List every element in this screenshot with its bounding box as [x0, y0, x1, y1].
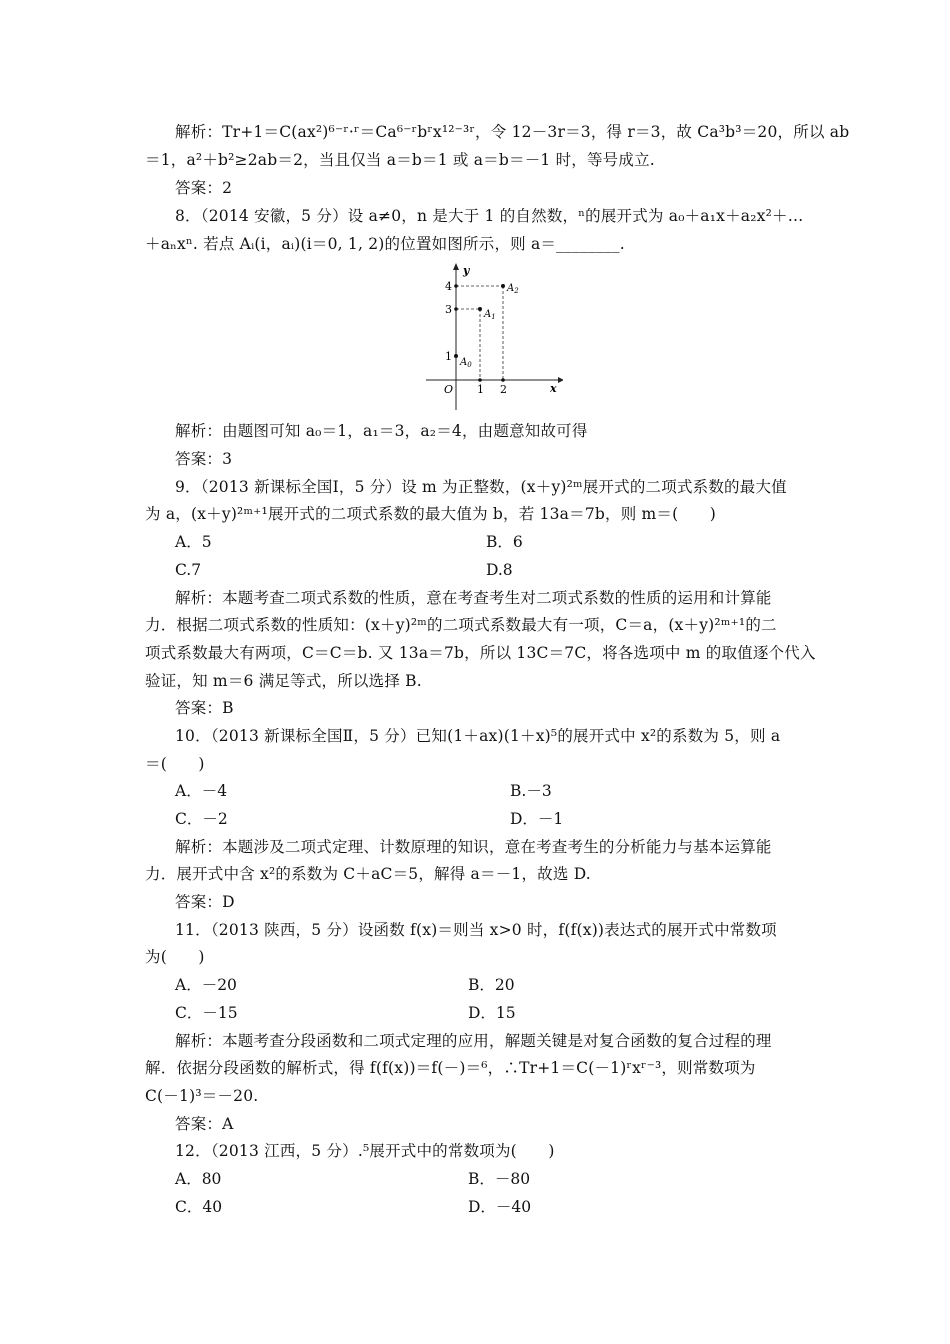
point-label: $A_1$ — [484, 309, 496, 321]
x-axis-arrow — [558, 377, 563, 383]
option-a: A．5 — [175, 533, 212, 551]
answer-line: 答案：2 — [175, 179, 233, 197]
option-c: C．－2 — [175, 810, 228, 828]
option-a: A．－20 — [175, 976, 237, 994]
option-b: B．－80 — [468, 1170, 531, 1188]
text-line: 力．展开式中含 x²的系数为 C＋aC＝5，解得 a＝－1，故选 D. — [145, 865, 591, 883]
text-line: 解析：Tr+1＝C(ax²)⁶⁻ʳ·ʳ＝Ca⁶⁻ʳbʳx¹²⁻³ʳ，令 12－3r＝3，得 r＝3，故 Ca³b³＝20，所以 ab — [175, 123, 850, 141]
option-b: B．6 — [486, 533, 523, 551]
question-10: 10．（2013 新课标全国Ⅱ，5 分）已知(1＋ax)(1＋x)⁵的展开式中 x²的系数为 5，则 a — [175, 727, 781, 745]
y-axis-label: y — [463, 264, 470, 277]
question-9: 9．（2013 新课标全国Ⅰ，5 分）设 m 为正整数，(x＋y)²ᵐ展开式的二项式系数的最大值 — [175, 478, 787, 496]
answer-line: 答案：D — [175, 893, 235, 911]
option-b: B.－3 — [510, 782, 552, 800]
point-a2 — [501, 284, 505, 288]
text-line: 为( ) — [145, 948, 205, 966]
coordinate-plot — [418, 258, 563, 414]
origin-label: O — [444, 383, 454, 396]
text-line: 验证，知 m＝6 满足等式，所以选择 B. — [145, 672, 422, 690]
option-d: D.8 — [486, 561, 513, 579]
y-tick-label: 3 — [445, 303, 452, 316]
x-tick-label: 2 — [500, 383, 507, 396]
tick-dot — [454, 284, 458, 288]
option-a: A．80 — [175, 1170, 222, 1188]
point-label: $A_0$ — [460, 357, 472, 369]
answer-line: 答案：3 — [175, 450, 233, 468]
option-b: B．20 — [468, 976, 515, 994]
text-line: ＝1，a²＋b²≥2ab＝2，当且仅当 a＝b＝1 或 a＝b＝－1 时，等号成立. — [145, 151, 655, 169]
solution-line: 解析：本题涉及二项式定理、计数原理的知识，意在考查考生的分析能力与基本运算能 — [175, 838, 772, 856]
option-a: A．－4 — [175, 782, 228, 800]
answer-line: 答案：A — [175, 1115, 234, 1133]
question-11: 11．（2013 陕西，5 分）设函数 f(x)＝则当 x>0 时，f(f(x))表达式的展开式中常数项 — [175, 921, 777, 939]
option-c: C.7 — [175, 561, 202, 579]
text-line: 为 a，(x＋y)²ᵐ⁺¹展开式的二项式系数的最大值为 b，若 13a＝7b，则 m＝( ) — [145, 505, 717, 523]
option-c: C．－15 — [175, 1004, 238, 1022]
tick-dot — [454, 307, 458, 311]
question-8: 8．（2014 安徽，5 分）设 a≠0，n 是大于 1 的自然数，ⁿ的展开式为 a₀＋a₁x＋a₂x²＋… — [175, 207, 804, 225]
x-axis-label: x — [550, 382, 557, 395]
solution-line: 解析：本题考查分段函数和二项式定理的应用，解题关键是对复合函数的复合过程的理 — [175, 1032, 772, 1050]
x-tick-label: 1 — [477, 383, 484, 396]
tick-dot — [478, 378, 482, 382]
point-a0 — [454, 354, 458, 358]
text-line: ＝( ) — [145, 755, 205, 773]
solution-line: 解析：本题考查二项式系数的性质，意在考查考生对二项式系数的性质的运用和计算能 — [175, 589, 772, 607]
text-line: 力．根据二项式系数的性质知：(x＋y)²ᵐ的二项式系数最大有一项，C＝a，(x＋y)²ᵐ⁺¹的二 — [145, 616, 777, 634]
option-d: D．－1 — [510, 810, 564, 828]
y-tick-label: 1 — [445, 350, 452, 363]
answer-line: 答案：B — [175, 699, 234, 717]
text-line: 解．依据分段函数的解析式，得 f(f(x))＝f(－)＝⁶，∴Tr+1＝C(－1)ʳxʳ⁻³，则常数项为 — [145, 1059, 756, 1077]
text-line: ＋aₙxⁿ. 若点 Aᵢ(i，aᵢ)(i＝0, 1, 2)的位置如图所示，则 a＝________. — [145, 235, 625, 253]
question-12: 12．（2013 江西，5 分）.⁵展开式中的常数项为( ) — [175, 1142, 555, 1160]
option-d: D．－40 — [468, 1198, 532, 1216]
tick-dot — [501, 378, 505, 382]
point-label: $A_2$ — [507, 283, 519, 295]
option-d: D．15 — [468, 1004, 516, 1022]
point-a1 — [478, 307, 482, 311]
y-tick-label: 4 — [445, 280, 452, 293]
y-axis-arrow — [453, 263, 459, 270]
option-c: C．40 — [175, 1198, 223, 1216]
text-line: 项式系数最大有两项，C＝C＝b. 又 13a＝7b，所以 13C＝7C，将各选项中 m 的取值逐个代入 — [145, 644, 816, 662]
coordinate-figure — [418, 258, 563, 414]
solution-line: 解析：由题图可知 a₀＝1，a₁＝3，a₂＝4，由题意知故可得 — [175, 422, 588, 440]
text-line: C(－1)³＝－20. — [145, 1087, 259, 1105]
